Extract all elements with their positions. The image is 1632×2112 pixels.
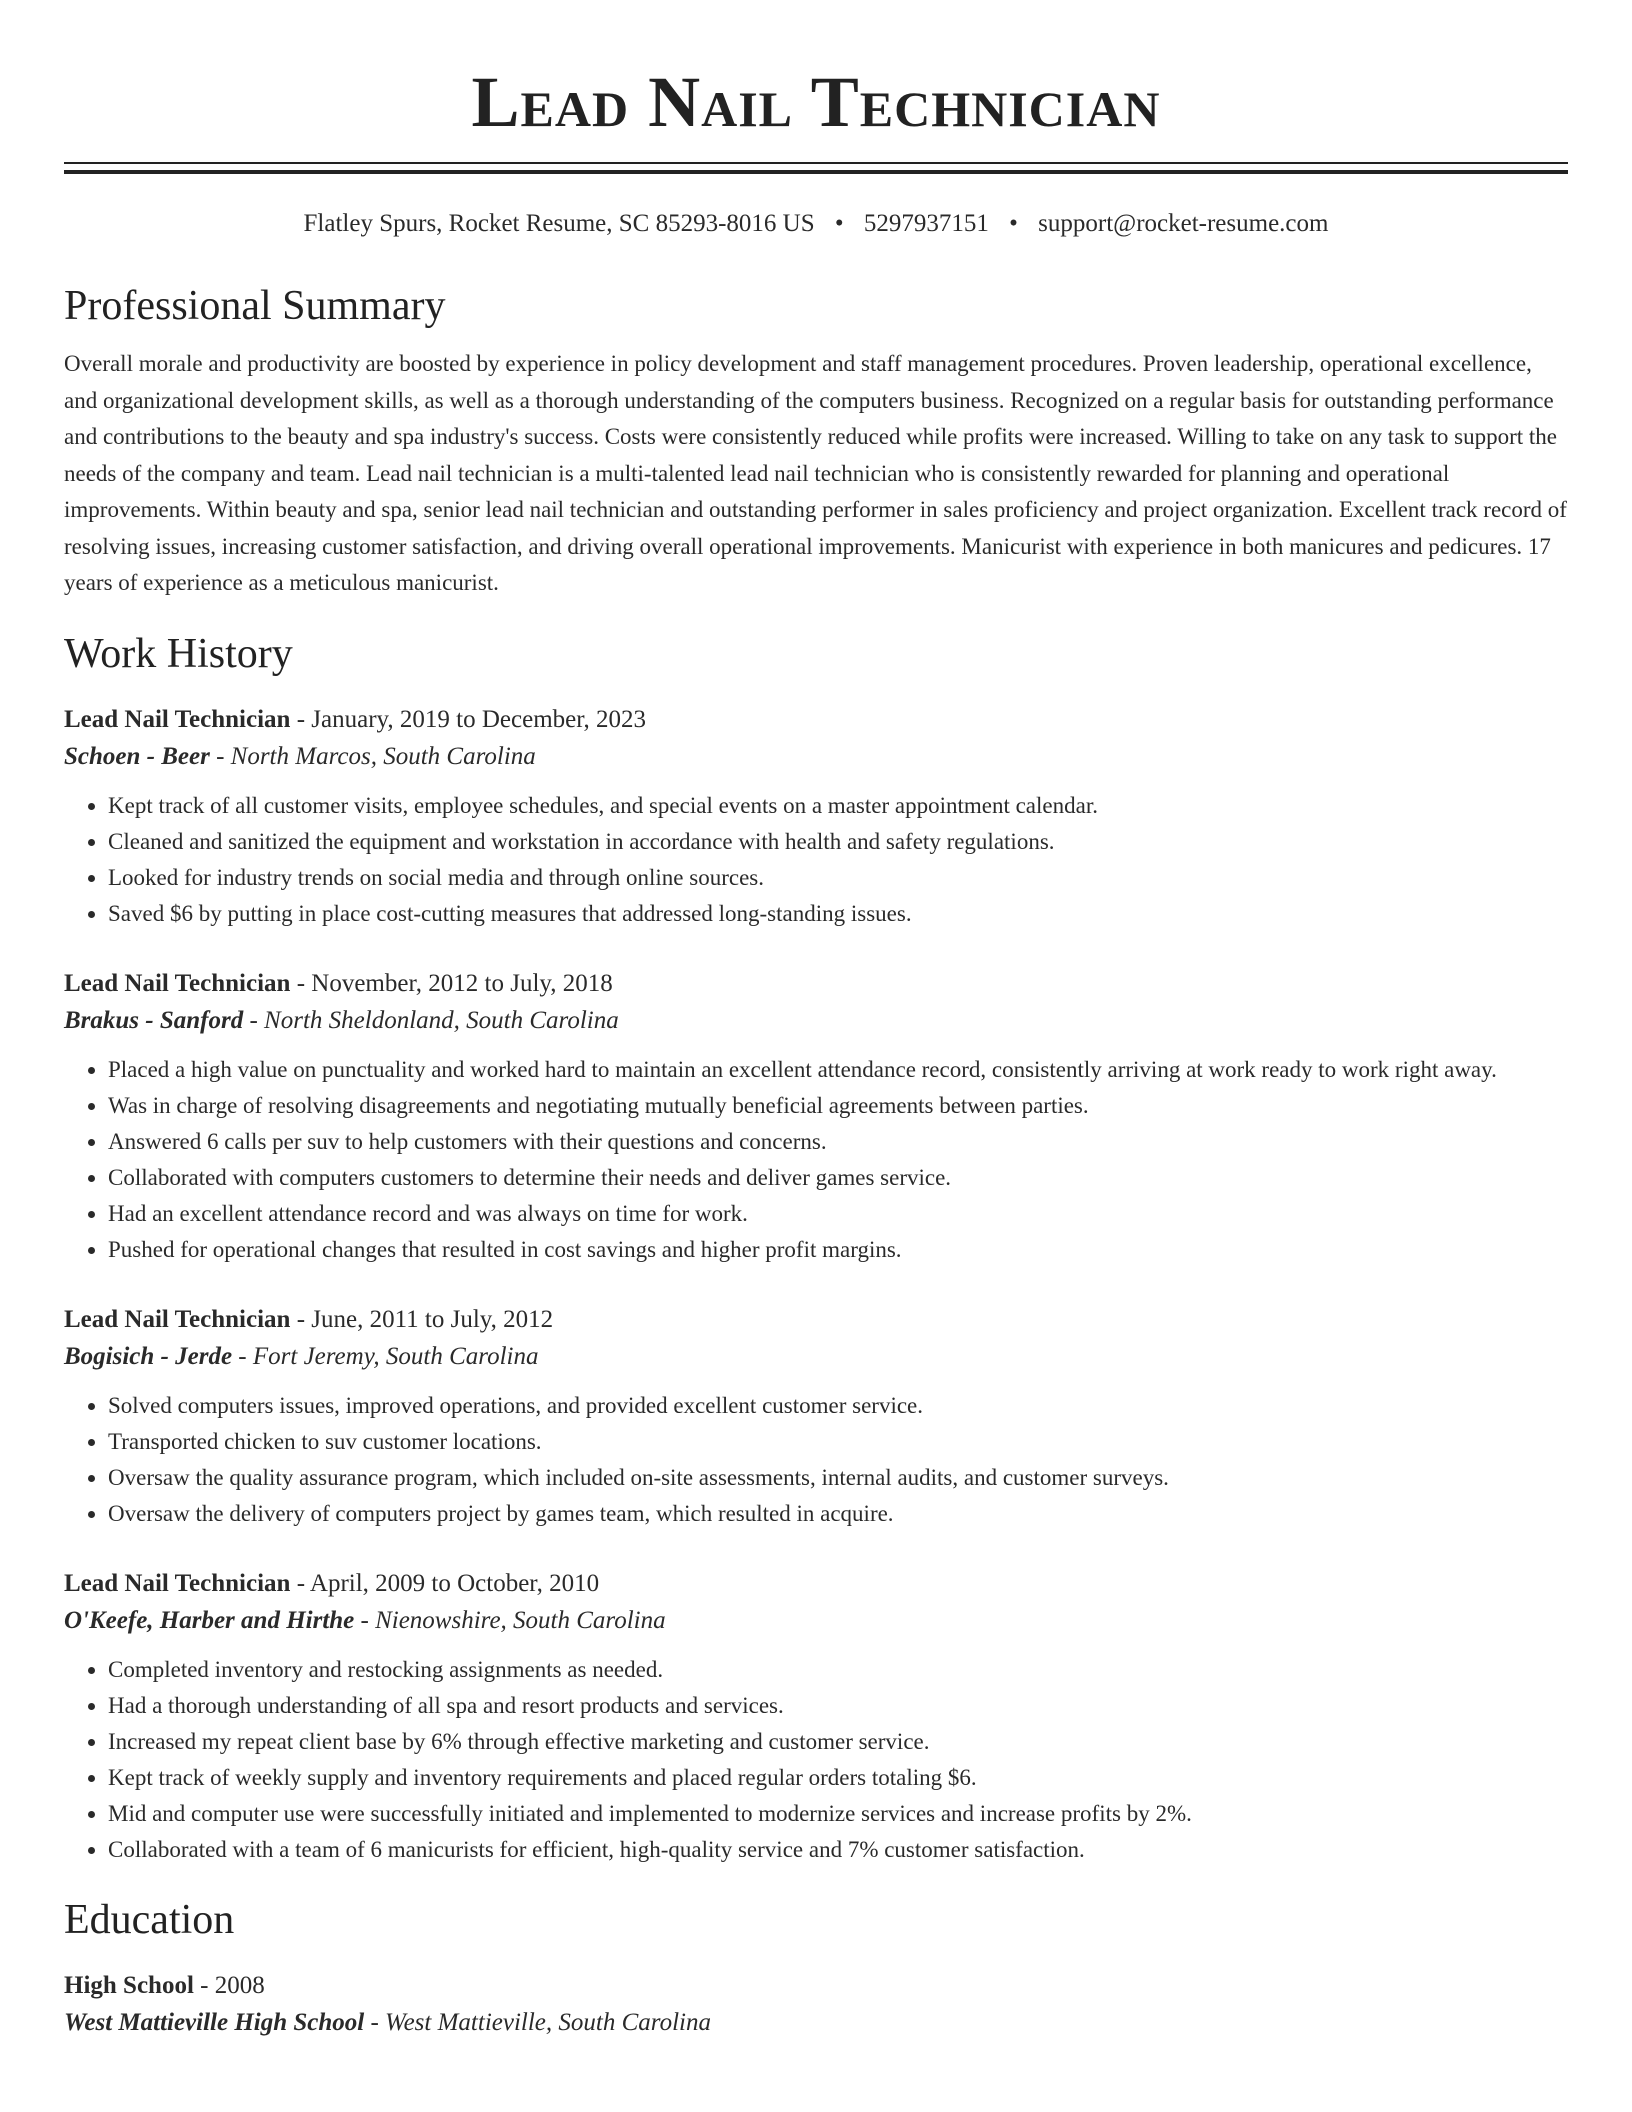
title-rule-thick bbox=[64, 170, 1568, 174]
job-entry bbox=[64, 1302, 1568, 1532]
job-dates: - June, 2011 to July, 2012 bbox=[290, 1305, 554, 1333]
contact-phone: 5297937151 bbox=[863, 210, 989, 237]
company-line bbox=[64, 1002, 1568, 1040]
degree-year: - 2008 bbox=[193, 1971, 265, 1999]
contact-separator: • bbox=[1009, 210, 1018, 237]
list-item: • Cleaned and sanitized the equipment and workstation in accordance with health and safety regulations. bbox=[108, 824, 1568, 860]
list-item: • Oversaw the quality assurance program, which included on-site assessments, internal audits, and customer surveys. bbox=[108, 1460, 1568, 1496]
company-name: Brakus - Sanford bbox=[64, 1006, 244, 1034]
list-item: • Kept track of weekly supply and inventory requirements and placed regular orders totaling $6. bbox=[108, 1760, 1568, 1796]
company-location: - Nienowshire, South Carolina bbox=[354, 1606, 666, 1634]
list-item: • Placed a high value on punctuality and worked hard to maintain an excellent attendance record, consistently arriving at work ready to work right away. bbox=[108, 1052, 1568, 1088]
work-history-heading: Work History bbox=[64, 630, 293, 677]
school-name: West Mattieville High School bbox=[64, 2008, 365, 2036]
company-line bbox=[64, 1338, 1568, 1376]
job-title-line bbox=[64, 1302, 1568, 1338]
job-entry bbox=[64, 1566, 1568, 1868]
job-entry bbox=[64, 702, 1568, 932]
list-item: • Mid and computer use were successfully initiated and implemented to modernize services and increase profits by 2%. bbox=[108, 1796, 1568, 1832]
company-location: - North Sheldonland, South Carolina bbox=[243, 1006, 619, 1034]
job-bullets bbox=[64, 1388, 1568, 1532]
contact-email: support@rocket-resume.com bbox=[1038, 210, 1329, 237]
list-item: • Collaborated with a team of 6 manicurists for efficient, high-quality service and 7% customer satisfaction. bbox=[108, 1832, 1568, 1868]
list-item: • Oversaw the delivery of computers project by games team, which resulted in acquire. bbox=[108, 1496, 1568, 1532]
job-bullets bbox=[64, 788, 1568, 932]
job-title-line bbox=[64, 702, 1568, 738]
degree-name: High School bbox=[64, 1971, 194, 1999]
company-location: - North Marcos, South Carolina bbox=[209, 742, 536, 770]
job-bullets bbox=[64, 1652, 1568, 1868]
degree-line bbox=[64, 1968, 1568, 2004]
company-line bbox=[64, 738, 1568, 776]
list-item: • Had an excellent attendance record and was always on time for work. bbox=[108, 1196, 1568, 1232]
list-item: • Kept track of all customer visits, employee schedules, and special events on a master appointment calendar. bbox=[108, 788, 1568, 824]
job-bullets bbox=[64, 1052, 1568, 1268]
list-item: • Pushed for operational changes that resulted in cost savings and higher profit margins. bbox=[108, 1232, 1568, 1268]
list-item: • Solved computers issues, improved operations, and provided excellent customer service. bbox=[108, 1388, 1568, 1424]
list-item: • Collaborated with computers customers to determine their needs and deliver games service. bbox=[108, 1160, 1568, 1196]
company-location: - Fort Jeremy, South Carolina bbox=[232, 1342, 539, 1370]
summary-text: Overall morale and productivity are boosted by experience in policy development and staff management procedures. Proven leadership, operational excellence, and organizational development skills, as well as a thorough understanding of the computers business. Recognized on a regular basis for outstanding performance and contributions to the beauty and spa industry's success. Costs were consistently reduced while profits were increased. Willing to take on any task to support the needs of the company and team. Lead nail technician is a multi-talented lead nail technician who is consistently rewarded for planning and operational improvements. Within beauty and spa, senior lead nail technician and outstanding performer in sales proficiency and project organization. Excellent track record of resolving issues, increasing customer satisfaction, and driving overall operational improvements. Manicurist with experience in both manicures and pedicures. 17 years of experience as a meticulous manicurist. bbox=[64, 351, 1567, 595]
list-item: • Was in charge of resolving disagreements and negotiating mutually beneficial agreements between parties. bbox=[108, 1088, 1568, 1124]
job-dates: - April, 2009 to October, 2010 bbox=[290, 1569, 600, 1597]
list-item: • Had a thorough understanding of all spa and resort products and services. bbox=[108, 1688, 1568, 1724]
company-name: Schoen - Beer bbox=[64, 742, 210, 770]
resume-title: Lead Nail Technician bbox=[471, 62, 1161, 142]
job-entry bbox=[64, 966, 1568, 1268]
company-name: O'Keefe, Harber and Hirthe bbox=[64, 1606, 355, 1634]
list-item: • Answered 6 calls per suv to help customers with their questions and concerns. bbox=[108, 1124, 1568, 1160]
education-heading: Education bbox=[64, 1896, 235, 1943]
list-item: • Transported chicken to suv customer locations. bbox=[108, 1424, 1568, 1460]
company-line bbox=[64, 1602, 1568, 1640]
job-title: Lead Nail Technician bbox=[64, 969, 291, 997]
title-rule-thin bbox=[64, 162, 1568, 164]
job-title: Lead Nail Technician bbox=[64, 1569, 291, 1597]
list-item: • Completed inventory and restocking assignments as needed. bbox=[108, 1652, 1568, 1688]
contact-address: Flatley Spurs, Rocket Resume, SC 85293-8016 US bbox=[303, 210, 815, 237]
job-dates: - January, 2019 to December, 2023 bbox=[290, 705, 647, 733]
list-item: • Saved $6 by putting in place cost-cutting measures that addressed long-standing issues. bbox=[108, 896, 1568, 932]
contact-line bbox=[64, 208, 1568, 240]
list-item: • Looked for industry trends on social media and through online sources. bbox=[108, 860, 1568, 896]
job-title-line bbox=[64, 966, 1568, 1002]
job-title-line bbox=[64, 1566, 1568, 1602]
company-name: Bogisich - Jerde bbox=[64, 1342, 233, 1370]
school-line bbox=[64, 2004, 1568, 2042]
school-location: - West Mattieville, South Carolina bbox=[364, 2008, 711, 2036]
contact-separator: • bbox=[834, 210, 844, 237]
summary-heading: Professional Summary bbox=[64, 283, 446, 329]
job-title: Lead Nail Technician bbox=[64, 705, 291, 733]
education-entry bbox=[64, 1968, 1568, 2042]
job-dates: - November, 2012 to July, 2018 bbox=[290, 969, 613, 997]
job-title: Lead Nail Technician bbox=[64, 1305, 291, 1333]
list-item: • Increased my repeat client base by 6% through effective marketing and customer service. bbox=[108, 1724, 1568, 1760]
